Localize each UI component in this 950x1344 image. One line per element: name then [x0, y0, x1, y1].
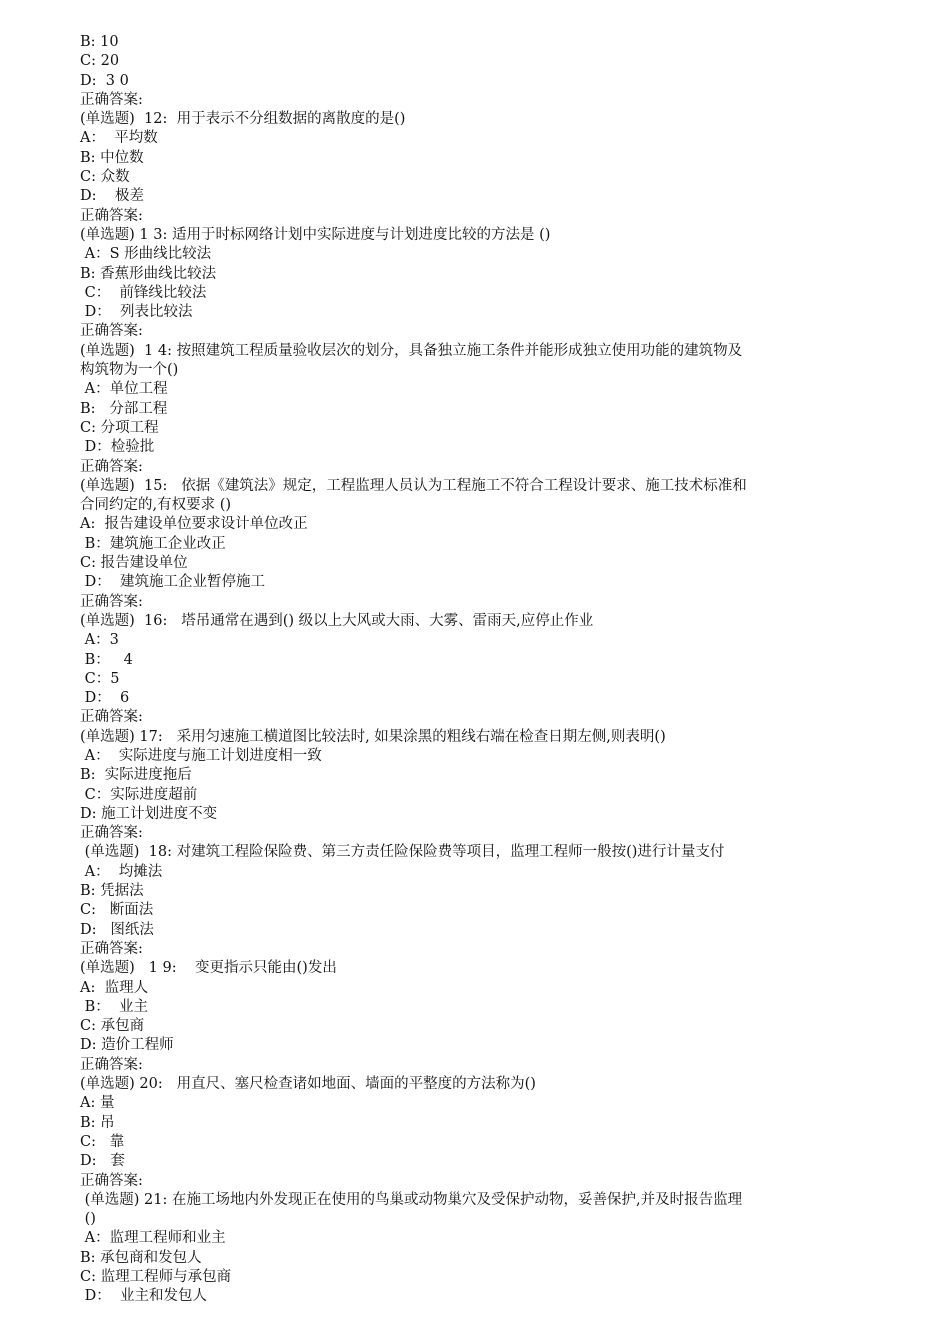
option-line: B：建筑施工企业改正	[80, 535, 226, 552]
answer-label: 正确答案:	[80, 458, 143, 475]
question-text: (单选题) 20: 用直尺、塞尺检查诸如地面、墙面的平整度的方法称为()	[80, 1076, 536, 1093]
option-line: C: 监理工程师与承包商	[80, 1269, 232, 1285]
option-line: B: 承包商和发包人	[80, 1249, 202, 1266]
question-text: (单选题) 21: 在施工场地内外发现正在使用的鸟巢或动物巢穴及受保护动物，妥善保护,并及时报告监理	[80, 1191, 743, 1208]
question-text: (单选题) 18: 对建筑工程险保险费、第三方责任险保险费等项目，监理工程师一般按()进行计量支付	[80, 844, 725, 861]
option-line: D: 套	[80, 1153, 125, 1170]
option-line: C： 前锋线比较法	[80, 284, 207, 301]
answer-label: 正确答案:	[80, 825, 143, 842]
option-line: B: 凭据法	[80, 883, 144, 900]
option-line: A： 均摊法	[80, 863, 163, 880]
option-line: B: 分部工程	[80, 400, 168, 417]
option-line: A：监理工程师和业主	[80, 1230, 226, 1247]
option-line: D: 施工计划进度不变	[80, 805, 218, 822]
answer-label: 正确答案:	[80, 940, 143, 957]
answer-label: 正确答案:	[80, 323, 143, 340]
option-line: B: 10	[80, 34, 119, 50]
option-line: C: 断面法	[80, 902, 154, 919]
option-line: C: 报告建设单位	[80, 555, 188, 572]
option-line: A：S 形曲线比较法	[80, 246, 212, 263]
question-text: (单选题) 15: 依据《建筑法》规定，工程监理人员认为工程施工不符合工程设计要求、施工技术标准和	[80, 477, 747, 494]
option-line: C: 20	[80, 53, 120, 70]
option-line: A：3	[80, 632, 119, 649]
option-line: D：检验批	[80, 439, 155, 456]
option-line: D： 6	[80, 690, 130, 707]
option-line: D： 业主和发包人	[80, 1288, 207, 1305]
option-line: A： 平均数	[80, 130, 158, 147]
option-line: B: 吊	[80, 1114, 115, 1131]
question-text-continued: 构筑物为一个()	[80, 362, 179, 379]
option-line: C: 承包商	[80, 1018, 145, 1035]
option-line: C: 分项工程	[80, 419, 159, 436]
answer-label: 正确答案:	[80, 91, 143, 108]
option-line: D： 列表比较法	[80, 304, 193, 321]
option-line: A：单位工程	[80, 381, 168, 398]
option-line: B: 中位数	[80, 149, 144, 166]
option-line: B: 实际进度拖后	[80, 767, 192, 784]
question-text: (单选题) 1 9: 变更指示只能由()发出	[80, 960, 337, 977]
option-line: A: 量	[80, 1095, 115, 1112]
question-text-continued: ()	[80, 1211, 96, 1228]
document-body	[80, 33, 880, 1307]
question-text: (单选题) 1 3: 适用于时标网络计划中实际进度与计划进度比较的方法是 ()	[80, 226, 551, 243]
option-line: B: 香蕉形曲线比较法	[80, 265, 217, 282]
option-line: D: 极差	[80, 188, 144, 205]
answer-label: 正确答案:	[80, 1056, 143, 1073]
option-line: D: 造价工程师	[80, 1037, 174, 1054]
option-line: A： 实际进度与施工计划进度相一致	[80, 747, 322, 764]
option-line: D: 3 0	[80, 72, 129, 89]
option-line: C：实际进度超前	[80, 786, 198, 803]
option-line: B： 4	[80, 651, 133, 668]
option-line: C: 众数	[80, 169, 130, 186]
option-line: D： 建筑施工企业暂停施工	[80, 574, 265, 591]
option-line: C: 靠	[80, 1133, 125, 1150]
answer-label: 正确答案:	[80, 207, 143, 224]
question-text-continued: 合同约定的,有权要求 ()	[80, 497, 232, 514]
answer-label: 正确答案:	[80, 1172, 143, 1189]
option-line: A: 报告建设单位要求设计单位改正	[80, 516, 308, 533]
answer-label: 正确答案:	[80, 709, 143, 726]
option-line: B： 业主	[80, 998, 148, 1015]
option-line: C：5	[80, 670, 120, 687]
question-text: (单选题) 12: 用于表示不分组数据的离散度的是()	[80, 111, 406, 128]
question-text: (单选题) 16: 塔吊通常在遇到() 级以上大风或大雨、大雾、雷雨天,应停止作业	[80, 612, 594, 629]
answer-label: 正确答案:	[80, 593, 143, 610]
option-line: A: 监理人	[80, 979, 149, 996]
question-text: (单选题) 1 4: 按照建筑工程质量验收层次的划分，具备独立施工条件并能形成独立使用功能的建筑物及	[80, 342, 743, 359]
question-text: (单选题) 17: 采用匀速施工横道图比较法时, 如果涂黑的粗线右端在检查日期左侧,则表明()	[80, 728, 666, 745]
option-line: D: 图纸法	[80, 921, 154, 938]
